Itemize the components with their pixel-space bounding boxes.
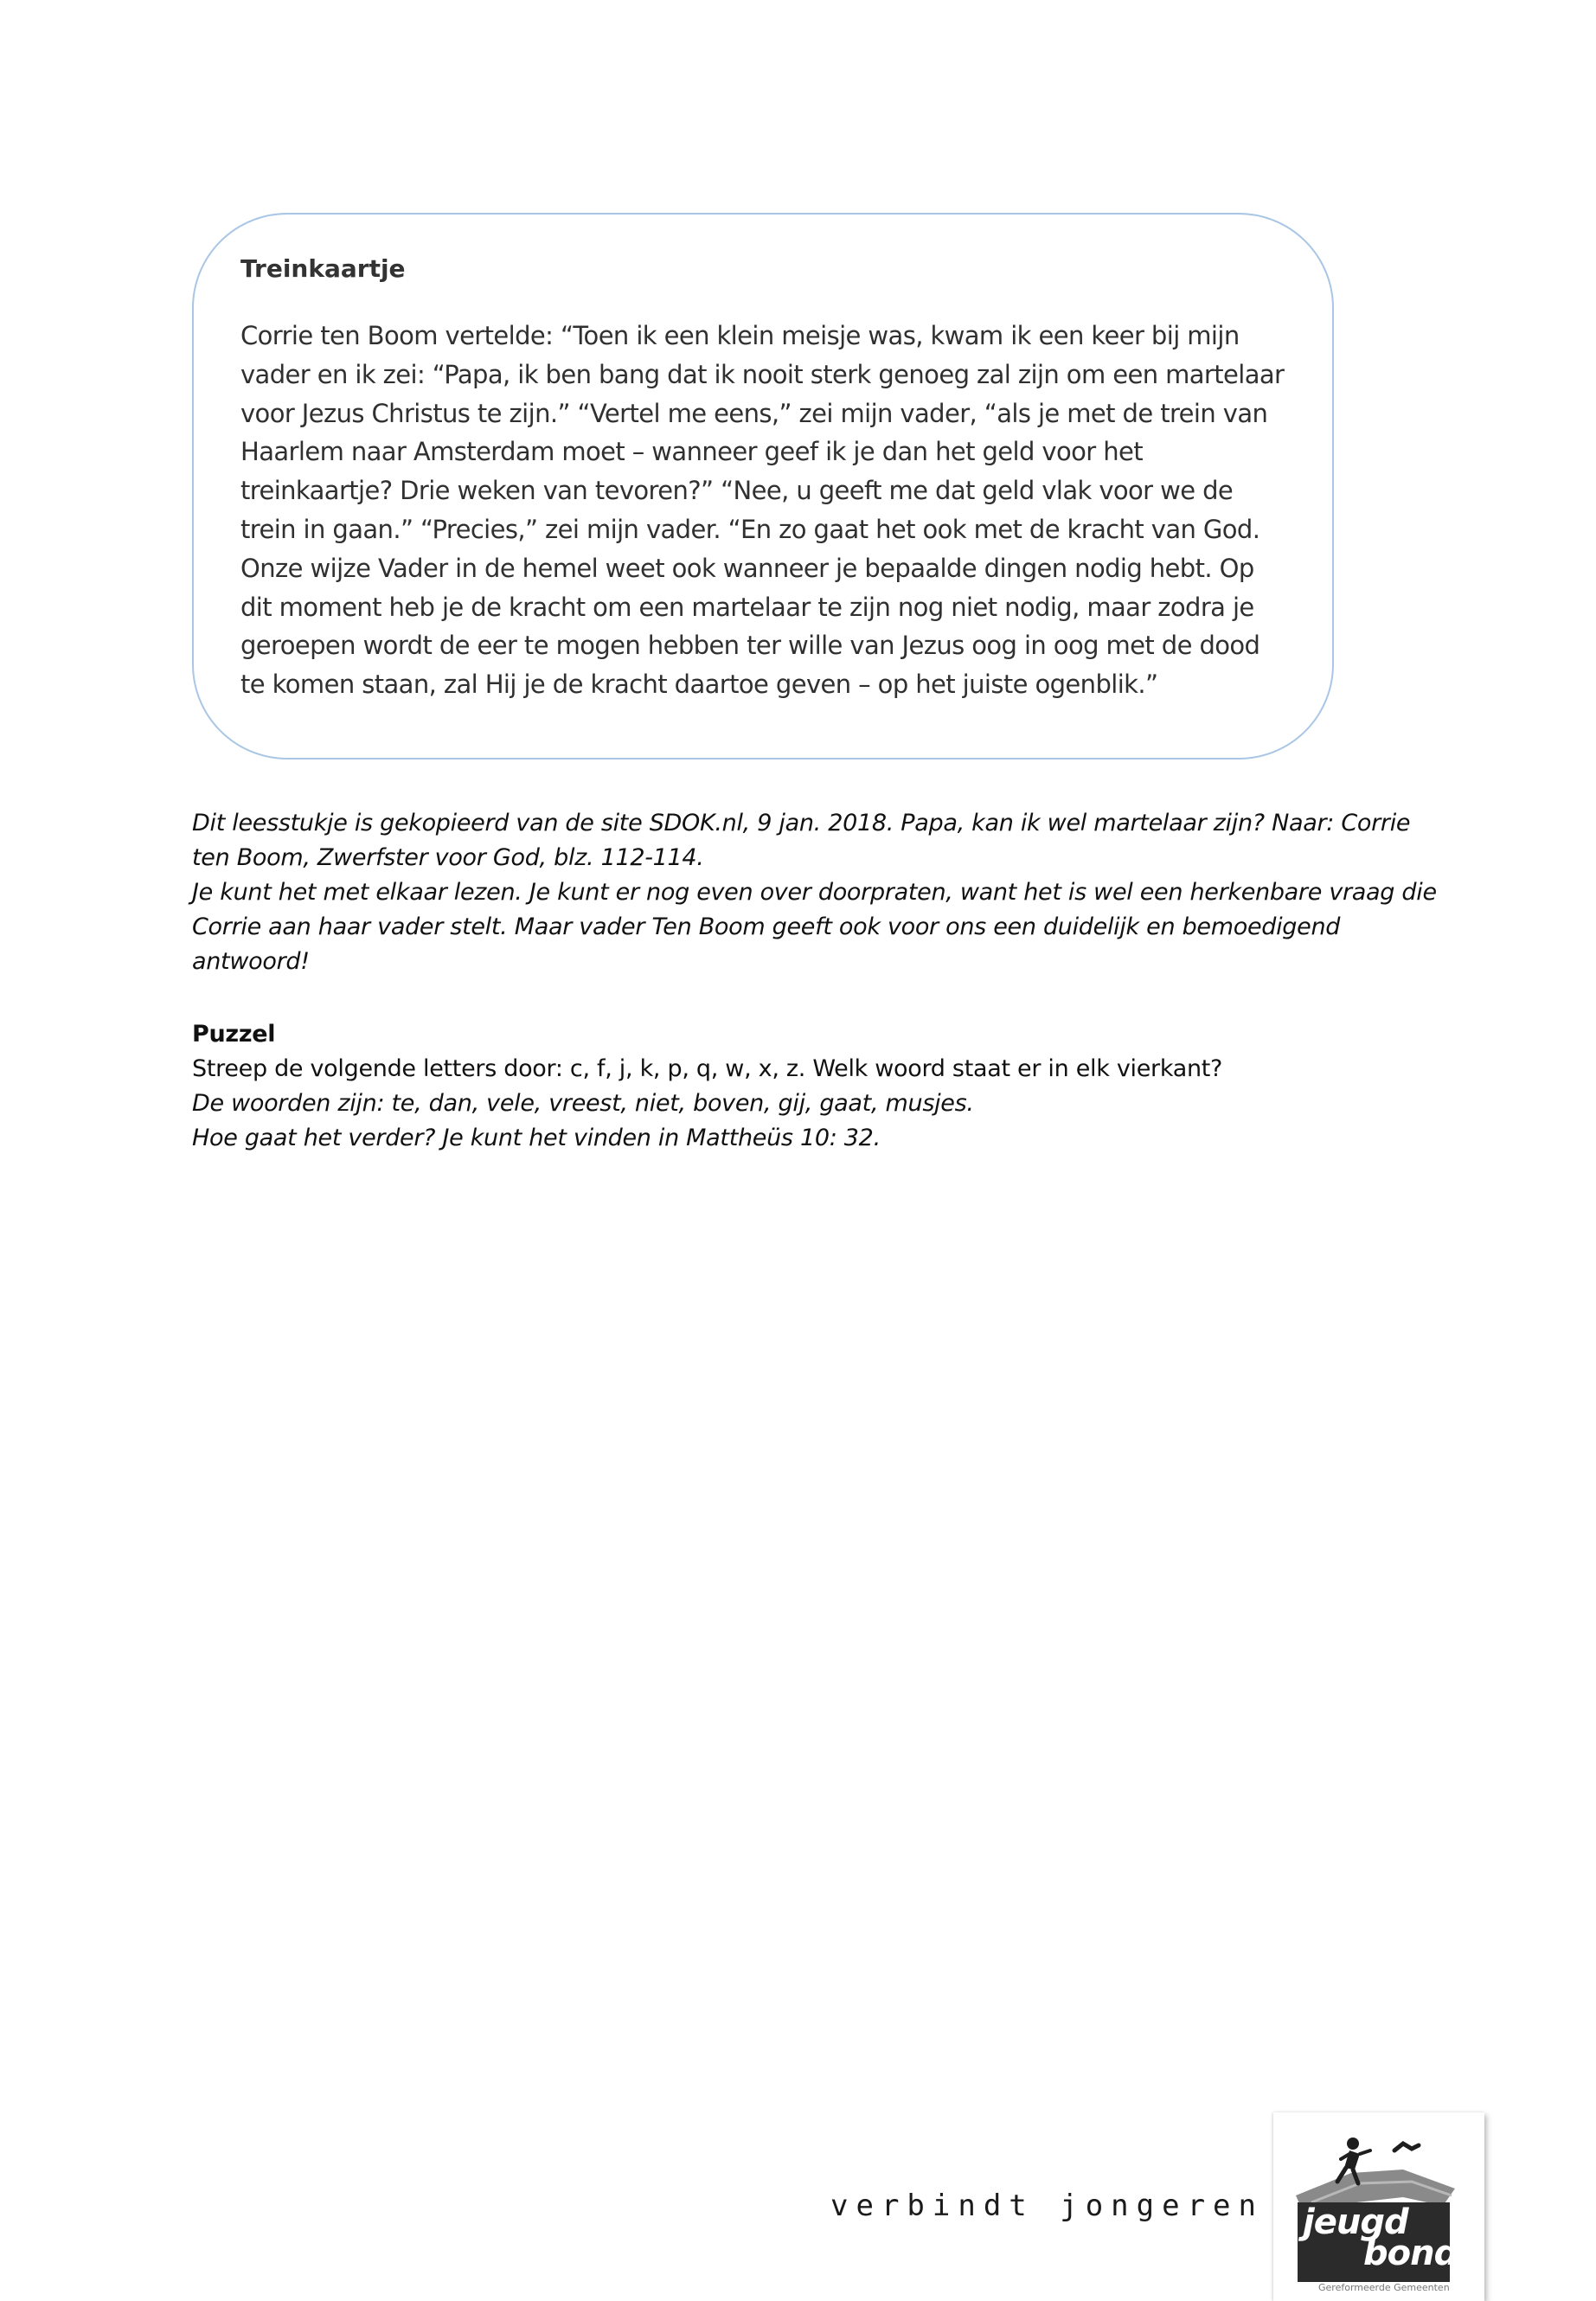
source-line: antwoord! xyxy=(192,948,310,975)
story-line: geroepen wordt de eer te mogen hebben ter wille van Jezus oog in oog met de dood xyxy=(240,631,1260,661)
story-line: trein in gaan.” “Precies,” zei mijn vader. “En zo gaat het ook met de kracht van God. xyxy=(240,514,1260,544)
story-line: vader en ik zei: “Papa, ik ben bang dat ik nooit sterk genoeg zal zijn om een martelaar xyxy=(240,359,1285,389)
story-text xyxy=(240,317,1304,704)
source-line: Dit leesstukje is gekopieerd van de site SDOK.nl, 9 jan. 2018. Papa, kan ik wel martelaar zijn? Naar: Corrie xyxy=(192,810,1411,836)
story-line: te komen staan, zal Hij je de kracht daartoe geven – op het juiste ogenblik.” xyxy=(240,670,1158,700)
story-title: Treinkaartje xyxy=(240,254,406,283)
story-box xyxy=(192,213,1334,760)
puzzle-instruction: Streep de volgende letters door: c, f, j, k, p, q, w, x, z. Welk woord staat er in elk vierkant? xyxy=(192,1055,1223,1082)
puzzle-followup: Hoe gaat het verder? Je kunt het vinden in Mattheüs 10: 32. xyxy=(192,1125,881,1151)
story-line: Corrie ten Boom vertelde: “Toen ik een klein meisje was, kwam ik een keer bij mijn xyxy=(240,321,1240,350)
logo-word-jeugd: jeugd xyxy=(1303,2202,1408,2242)
story-line: Onze wijze Vader in de hemel weet ook wanneer je bepaalde dingen nodig hebt. Op xyxy=(240,553,1254,583)
story-line: voor Jezus Christus te zijn.” “Vertel me eens,” zei mijn vader, “als je met de trein van xyxy=(240,398,1268,428)
logo-word-bond: bond xyxy=(1363,2234,1458,2273)
story-line: treinkaartje? Drie weken van tevoren?” “Nee, u geeft me dat geld vlak voor we de xyxy=(240,476,1234,506)
story-line: dit moment heb je de kracht om een martelaar te zijn nog niet nodig, maar zodra je xyxy=(240,592,1254,622)
story-line: Haarlem naar Amsterdam moet – wanneer geef ik je dan het geld voor het xyxy=(240,437,1143,467)
jeugdbond-logo xyxy=(1273,2112,1484,2301)
puzzle-section xyxy=(192,1017,1429,1156)
source-line: Corrie aan haar vader stelt. Maar vader Ten Boom geeft ook voor ons een duidelijk en bemoedigend xyxy=(192,913,1341,940)
source-line: Je kunt het met elkaar lezen. Je kunt er nog even over doorpraten, want het is wel een herkenbare vraag die xyxy=(192,879,1437,906)
puzzle-heading: Puzzel xyxy=(192,1021,276,1048)
source-note xyxy=(192,806,1437,979)
logo-subtitle: Gereformeerde Gemeenten xyxy=(1318,2282,1450,2293)
puzzle-words: De woorden zijn: te, dan, vele, vreest, niet, boven, gij, gaat, musjes. xyxy=(192,1090,974,1117)
footer-slogan: verbindt jongeren xyxy=(830,2189,1264,2223)
source-line: ten Boom, Zwerfster voor God, blz. 112-114. xyxy=(192,844,704,871)
